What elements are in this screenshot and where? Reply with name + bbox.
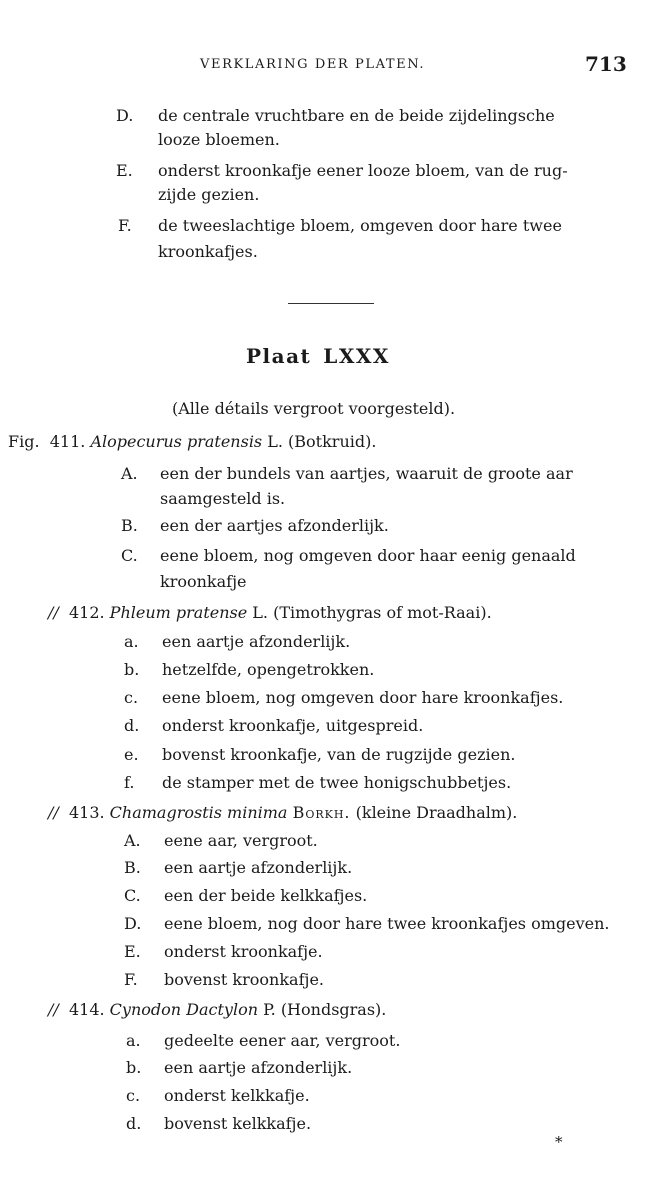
- item-text: onderst kelkkafje.: [164, 1086, 310, 1105]
- figure-prefix: //: [48, 803, 59, 822]
- item-text: een der aartjes afzonderlijk.: [160, 516, 389, 535]
- item-text: een aartje afzonderlijk.: [164, 1058, 353, 1077]
- item-text: een aartje afzonderlijk.: [164, 858, 353, 877]
- item-text: looze bloemen.: [158, 130, 280, 149]
- figure-prefix: Fig.: [8, 432, 40, 451]
- running-head: VERKLARING DER PLATEN.: [200, 57, 426, 72]
- item-text: onderst kroonkafje, uitgespreid.: [162, 716, 424, 735]
- species-author: L.: [252, 603, 269, 622]
- species-name: Chamagrostis minima: [109, 803, 288, 822]
- item-text: kroonkafje: [160, 572, 247, 591]
- figure-prefix: //: [48, 1000, 59, 1019]
- item-letter: e.: [124, 745, 139, 764]
- item-text: de stamper met de twee honigschubbetjes.: [162, 773, 512, 792]
- signature-mark: *: [555, 1133, 563, 1151]
- species-name: Alopecurus pratensis: [90, 432, 263, 451]
- common-name: (Hondsgras).: [280, 1000, 387, 1019]
- item-letter: C.: [124, 886, 141, 905]
- item-text: bovenst kroonkafje, van de rugzijde gezien.: [162, 745, 516, 764]
- item-text: de tweeslachtige bloem, omgeven door hare twee: [158, 216, 562, 235]
- item-letter: c.: [126, 1086, 141, 1105]
- item-text: een der bundels van aartjes, waaruit de groote aar: [160, 464, 573, 483]
- plate-title: [246, 344, 390, 368]
- figure-number: 412.: [68, 603, 105, 622]
- item-text: saamgesteld is.: [160, 489, 286, 508]
- item-text: een der beide kelkkafjes.: [164, 886, 368, 905]
- item-letter: A.: [121, 464, 138, 483]
- item-text: eene aar, vergroot.: [164, 831, 318, 850]
- page-number: 713: [585, 52, 627, 76]
- item-text: gedeelte eener aar, vergroot.: [164, 1031, 401, 1050]
- item-letter: a.: [126, 1031, 141, 1050]
- figure-prefix: //: [48, 603, 59, 622]
- item-letter: c.: [124, 688, 139, 707]
- item-letter: b.: [124, 660, 140, 679]
- item-text: eene bloem, nog omgeven door hare kroonkafjes.: [162, 688, 564, 707]
- item-letter: B.: [124, 858, 141, 877]
- item-text: onderst kroonkafje.: [164, 942, 323, 961]
- species-name: Cynodon Dactylon: [109, 1000, 259, 1019]
- item-text: eene bloem, nog door hare twee kroonkafjes omgeven.: [164, 914, 610, 933]
- item-letter: f.: [124, 773, 135, 792]
- item-text: bovenst kelkkafje.: [164, 1114, 312, 1133]
- species-name: Phleum pratense: [109, 603, 248, 622]
- item-text: hetzelfde, opengetrokken.: [162, 660, 375, 679]
- item-letter: A.: [124, 831, 141, 850]
- species-author: Borkh.: [292, 803, 351, 822]
- section-rule: [288, 303, 374, 304]
- item-letter: B.: [121, 516, 138, 535]
- item-letter: D.: [116, 106, 134, 125]
- common-name: (kleine Draadhalm).: [355, 803, 518, 822]
- figure-heading: [48, 803, 517, 823]
- species-author: L.: [267, 432, 283, 451]
- item-text: eene bloem, nog omgeven door haar eenig genaald: [160, 546, 576, 565]
- item-letter: F.: [124, 970, 138, 989]
- figure-heading: [48, 603, 492, 623]
- item-text: zijde gezien.: [158, 185, 260, 204]
- item-text: bovenst kroonkafje.: [164, 970, 324, 989]
- item-letter: d.: [124, 716, 140, 735]
- item-letter: C.: [121, 546, 138, 565]
- species-author: P.: [263, 1000, 276, 1019]
- figure-number: 413.: [68, 803, 105, 822]
- common-name: (Timothygras of mot-Raai).: [273, 603, 492, 622]
- figure-number: 414.: [68, 1000, 105, 1019]
- figure-number: 411.: [49, 432, 86, 451]
- item-letter: E.: [116, 161, 133, 180]
- item-letter: b.: [126, 1058, 142, 1077]
- common-name: (Botkruid).: [288, 432, 377, 451]
- figure-heading: [8, 432, 376, 452]
- item-letter: a.: [124, 632, 139, 651]
- item-letter: d.: [126, 1114, 142, 1133]
- item-text: kroonkafjes.: [158, 242, 258, 261]
- item-letter: F.: [118, 216, 132, 235]
- item-text: een aartje afzonderlijk.: [162, 632, 351, 651]
- figure-heading: [48, 1000, 386, 1020]
- plate-subtitle: (Alle détails vergroot voorgesteld).: [172, 399, 456, 418]
- item-letter: D.: [124, 914, 142, 933]
- item-text: onderst kroonkafje eener looze bloem, van de rug-: [158, 161, 568, 180]
- item-text: de centrale vruchtbare en de beide zijdelingsche: [158, 106, 555, 125]
- item-letter: E.: [124, 942, 141, 961]
- plate-title-word: Plaat: [246, 344, 312, 368]
- plate-title-number: LXXX: [323, 344, 390, 368]
